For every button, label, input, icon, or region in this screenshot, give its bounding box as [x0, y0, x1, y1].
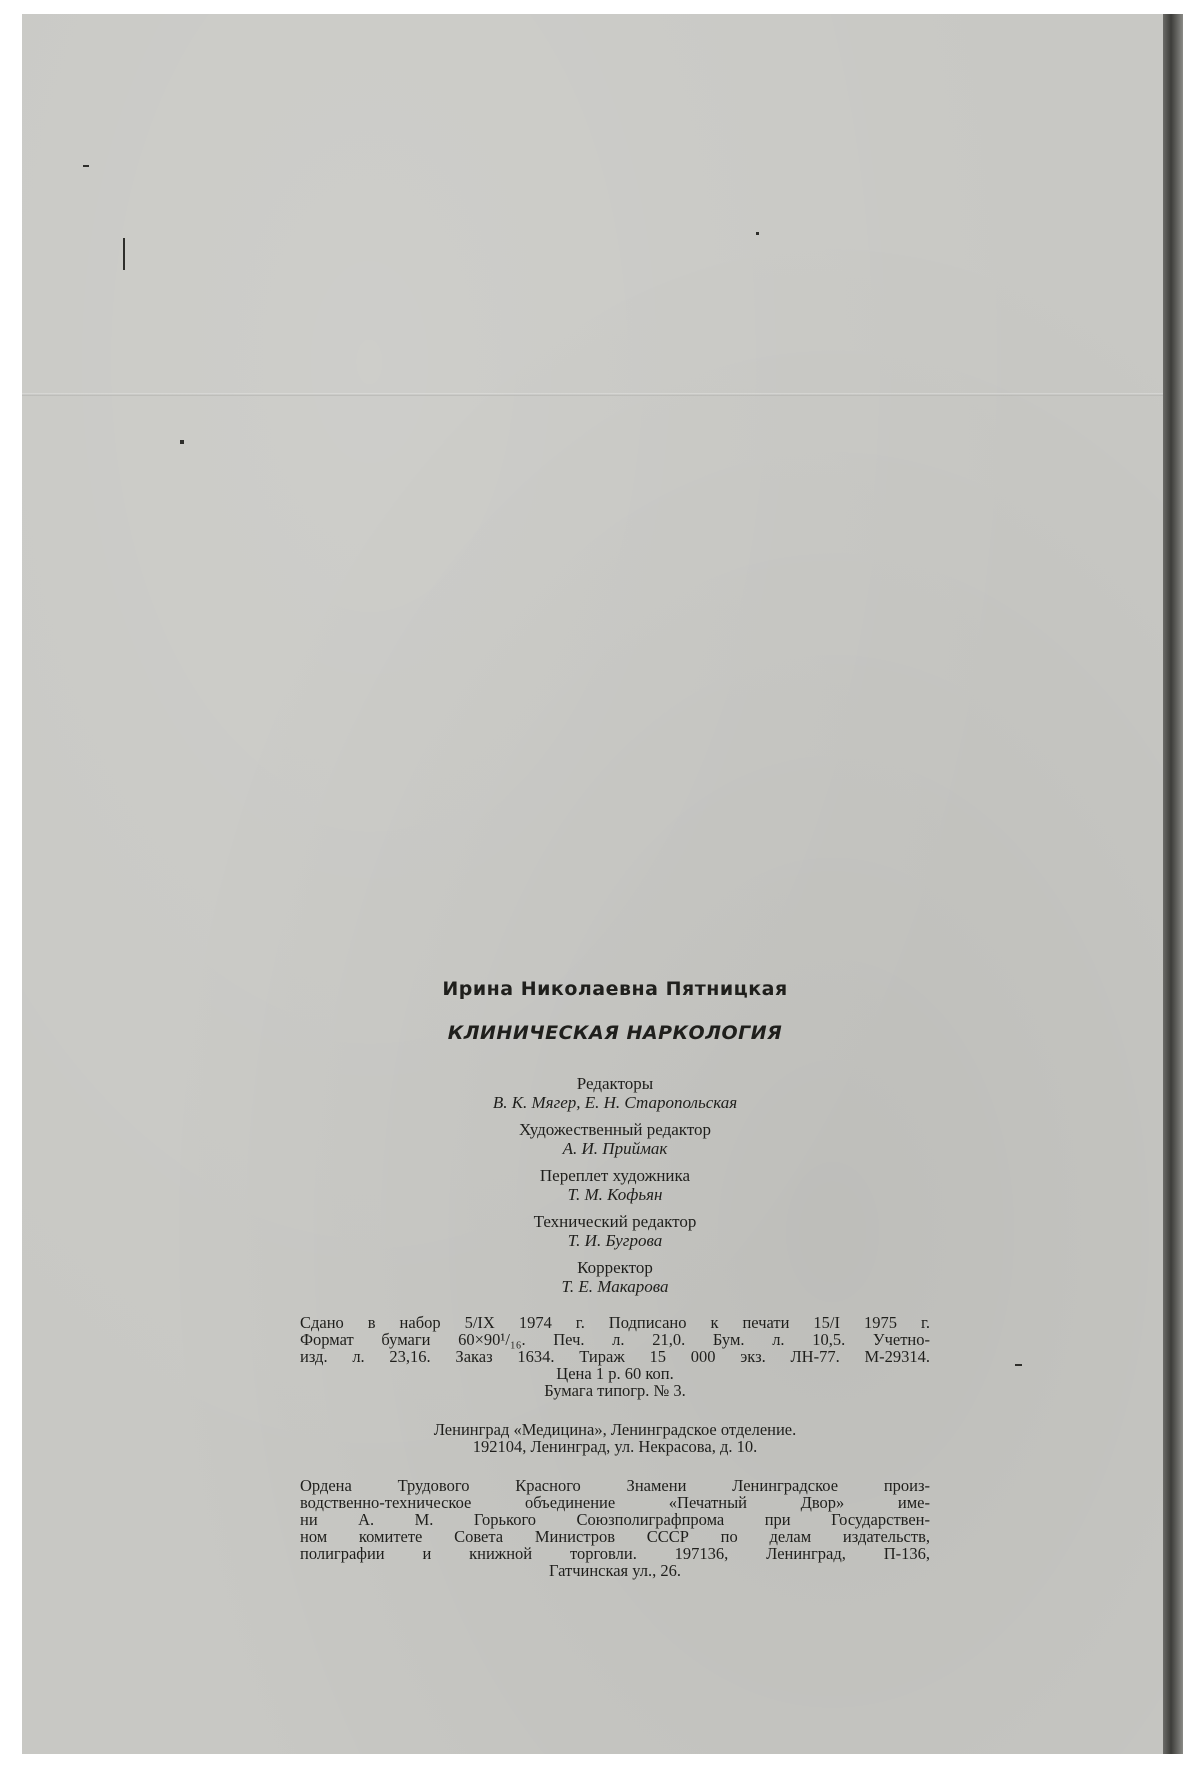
fold-line — [22, 393, 1180, 396]
book-spine — [1163, 14, 1183, 1754]
scan-mark — [83, 165, 89, 167]
printer-line: Ордена Трудового Красного Знамени Ленинградское произ- — [300, 1476, 930, 1495]
credit-role: Корректор — [577, 1258, 653, 1277]
credit-name: А. И. Приймак — [562, 1139, 668, 1158]
credit-name: Т. М. Кофьян — [567, 1185, 663, 1204]
scan-mark — [756, 232, 759, 235]
imprint-line: Формат бумаги 60×90¹/₁₆. Печ. л. 21,0. Бум. л. 10,5. Учетно- — [300, 1330, 930, 1349]
credit-role: Переплет художника — [539, 1166, 691, 1185]
imprint-paper: Бумага типогр. № 3. — [544, 1381, 686, 1400]
credit-role: Технический редактор — [533, 1212, 697, 1231]
publisher-block — [290, 1421, 940, 1455]
credits — [290, 1074, 940, 1296]
imprint-block — [290, 1314, 940, 1399]
printer-line: Гатчинская ул., 26. — [548, 1561, 682, 1580]
author-name: Ирина Николаевна Пятницкая — [442, 978, 788, 1000]
scan-mark — [123, 238, 125, 270]
credit-role: Художественный редактор — [518, 1120, 712, 1139]
credit-role: Редакторы — [576, 1074, 654, 1093]
scan-mark — [1015, 1364, 1022, 1366]
colophon — [290, 978, 940, 1579]
scan-mark — [180, 440, 184, 444]
book-title: КЛИНИЧЕСКАЯ НАРКОЛОГИЯ — [447, 1022, 783, 1044]
credit-name: Т. Е. Макарова — [561, 1277, 669, 1296]
printer-line: водственно-техническое объединение «Печатный Двор» име- — [300, 1493, 930, 1512]
imprint-price: Цена 1 р. 60 коп. — [556, 1364, 674, 1383]
credit-name: В. К. Мягер, Е. Н. Старопольская — [492, 1093, 738, 1112]
printer-line: ни А. М. Горького Союзполиграфпрома при Государствен- — [300, 1510, 930, 1529]
printer-block — [290, 1477, 940, 1579]
publisher-line: 192104, Ленинград, ул. Некрасова, д. 10. — [472, 1437, 758, 1456]
imprint-line: Сдано в набор 5/IX 1974 г. Подписано к печати 15/I 1975 г. — [300, 1313, 930, 1332]
imprint-line: изд. л. 23,16. Заказ 1634. Тираж 15 000 экз. ЛН-77. М-29314. — [300, 1347, 930, 1366]
publisher-line: Ленинград «Медицина», Ленинградское отделение. — [433, 1420, 797, 1439]
printer-line: ном комитете Совета Министров СССР по делам издательств, — [300, 1527, 930, 1546]
printer-line: полиграфии и книжной торговли. 197136, Ленинград, П-136, — [300, 1544, 930, 1563]
credit-name: Т. И. Бугрова — [567, 1231, 663, 1250]
